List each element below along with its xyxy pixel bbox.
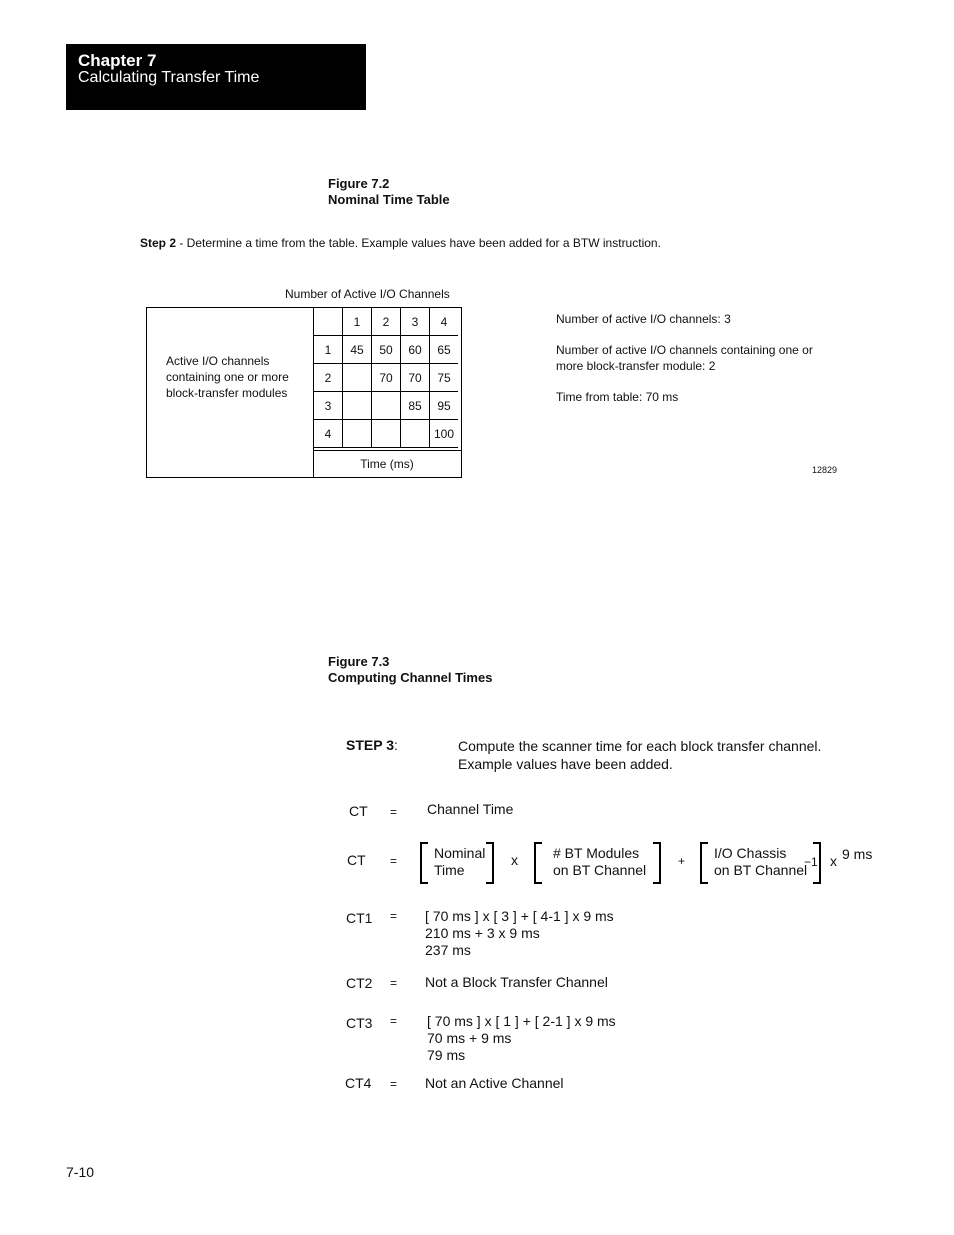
table-cell: [401, 420, 430, 448]
nine-ms: 9 ms: [842, 846, 873, 862]
table-cell: 85: [401, 392, 430, 420]
page-number: 7-10: [66, 1164, 95, 1180]
table-cell: 70: [401, 364, 430, 392]
equals-sign: =: [390, 1077, 398, 1091]
step-label: Step 2: [140, 236, 177, 250]
table-cell: 65: [430, 336, 459, 364]
table-row-label: Active I/O channels containing one or more block-transfer modules: [166, 354, 289, 400]
corner-cell: [314, 308, 343, 336]
ct1-line-2: 210 ms + 3 x 9 ms: [425, 925, 540, 941]
ct-def-lhs: CT: [349, 803, 368, 819]
step-label: STEP 3: [346, 737, 394, 753]
table-cell: [372, 420, 401, 448]
right-bracket: [813, 842, 821, 884]
table-row: [314, 336, 459, 364]
table-cell: 45: [343, 336, 372, 364]
step-3-line-2: Example values have been added.: [458, 756, 673, 772]
equals-sign: =: [390, 854, 398, 868]
step-2-text: [140, 236, 661, 250]
equals-sign: =: [390, 1014, 398, 1028]
figure-number: Figure 7.2: [328, 176, 390, 191]
equals-sign: =: [390, 976, 398, 990]
table-header-row: [314, 308, 459, 336]
left-bracket: [420, 842, 428, 884]
ct3-line-3: 79 ms: [427, 1047, 466, 1063]
example-line-1: Number of active I/O channels: 3: [556, 312, 731, 326]
table-cell: 60: [401, 336, 430, 364]
row-header: 3: [314, 392, 343, 420]
col-header: 3: [401, 308, 430, 336]
nominal-line-2: Time: [434, 862, 465, 878]
step-description: - Determine a time from the table. Example values have been added for a BTW instruction.: [176, 236, 661, 250]
figure-7-2-caption: [328, 176, 450, 208]
table-row: [314, 420, 459, 448]
ct2-calc: Not a Block Transfer Channel: [425, 974, 608, 990]
equals-sign: =: [390, 909, 398, 923]
col-header: 4: [430, 308, 459, 336]
io-line-2: on BT Channel: [714, 862, 808, 878]
ct4-calc: Not an Active Channel: [425, 1075, 564, 1091]
multiply-sign: x: [511, 852, 518, 868]
left-bracket: [534, 842, 542, 884]
table-cell: [343, 420, 372, 448]
step-3-label: [346, 737, 398, 753]
nominal-line-1: Nominal: [434, 845, 486, 861]
bt-line-1: # BT Modules: [553, 845, 640, 861]
figure-title: Computing Channel Times: [328, 670, 493, 685]
ct-formula-lhs: CT: [347, 852, 366, 868]
bt-line-2: on BT Channel: [553, 862, 647, 878]
right-bracket: [653, 842, 661, 884]
chapter-header: [66, 44, 366, 110]
step-3-text: [458, 737, 821, 773]
row-header: 2: [314, 364, 343, 392]
minus-one: −1: [804, 855, 818, 869]
table-cell: [343, 364, 372, 392]
ct1-label: CT1: [346, 910, 373, 926]
right-bracket: [486, 842, 494, 884]
io-chassis-term: [714, 845, 807, 879]
example-line-3: Time from table: 70 ms: [556, 390, 679, 404]
example-line-2b: more block-transfer module: 2: [556, 359, 716, 373]
row-header: 1: [314, 336, 343, 364]
col-header: 1: [343, 308, 372, 336]
table-row: [314, 364, 459, 392]
ct-def-rhs: Channel Time: [427, 801, 514, 817]
table-cell: [343, 392, 372, 420]
figure-number: Figure 7.3: [328, 654, 390, 669]
table-cell: [372, 392, 401, 420]
ct3-calc: [427, 1013, 616, 1064]
ct1-calc: [425, 908, 614, 959]
equals-sign: =: [390, 805, 398, 819]
ct1-line-3: 237 ms: [425, 942, 471, 958]
figure-title: Nominal Time Table: [328, 192, 450, 207]
table-cell: 70: [372, 364, 401, 392]
table-cell: 75: [430, 364, 459, 392]
ct3-label: CT3: [346, 1015, 373, 1031]
table-cell: 100: [430, 420, 459, 448]
left-bracket: [700, 842, 708, 884]
ct4-label: CT4: [345, 1075, 372, 1091]
nominal-time-term: [434, 845, 485, 879]
time-grid: [313, 308, 458, 448]
row-header: 4: [314, 420, 343, 448]
ct1-line-1: [ 70 ms ] x [ 3 ] + [ 4-1 ] x 9 ms: [425, 908, 614, 924]
chapter-title: Calculating Transfer Time: [78, 69, 260, 86]
example-line-2a: Number of active I/O channels containing one or: [556, 343, 813, 357]
ct2-label: CT2: [346, 975, 373, 991]
nominal-time-table: [146, 307, 462, 478]
col-header: 2: [372, 308, 401, 336]
figure-7-3-caption: [328, 654, 492, 686]
plus-sign: +: [678, 854, 686, 868]
ct3-line-2: 70 ms + 9 ms: [427, 1030, 512, 1046]
bt-modules-term: [553, 845, 646, 879]
figure-id: 12829: [812, 465, 838, 475]
table-row-label-cell: [147, 308, 314, 477]
ct3-line-1: [ 70 ms ] x [ 1 ] + [ 2-1 ] x 9 ms: [427, 1013, 616, 1029]
step-3-line-1: Compute the scanner time for each block transfer channel.: [458, 738, 822, 754]
multiply-sign-2: x: [830, 853, 837, 869]
step-colon: :: [394, 737, 398, 753]
table-cell: 50: [372, 336, 401, 364]
table-footer: Time (ms): [313, 450, 461, 478]
table-caption: Number of Active I/O Channels: [285, 287, 450, 301]
table-cell: 95: [430, 392, 459, 420]
chapter-number: Chapter 7: [78, 51, 157, 70]
table-row: [314, 392, 459, 420]
io-line-1: I/O Chassis: [714, 845, 787, 861]
